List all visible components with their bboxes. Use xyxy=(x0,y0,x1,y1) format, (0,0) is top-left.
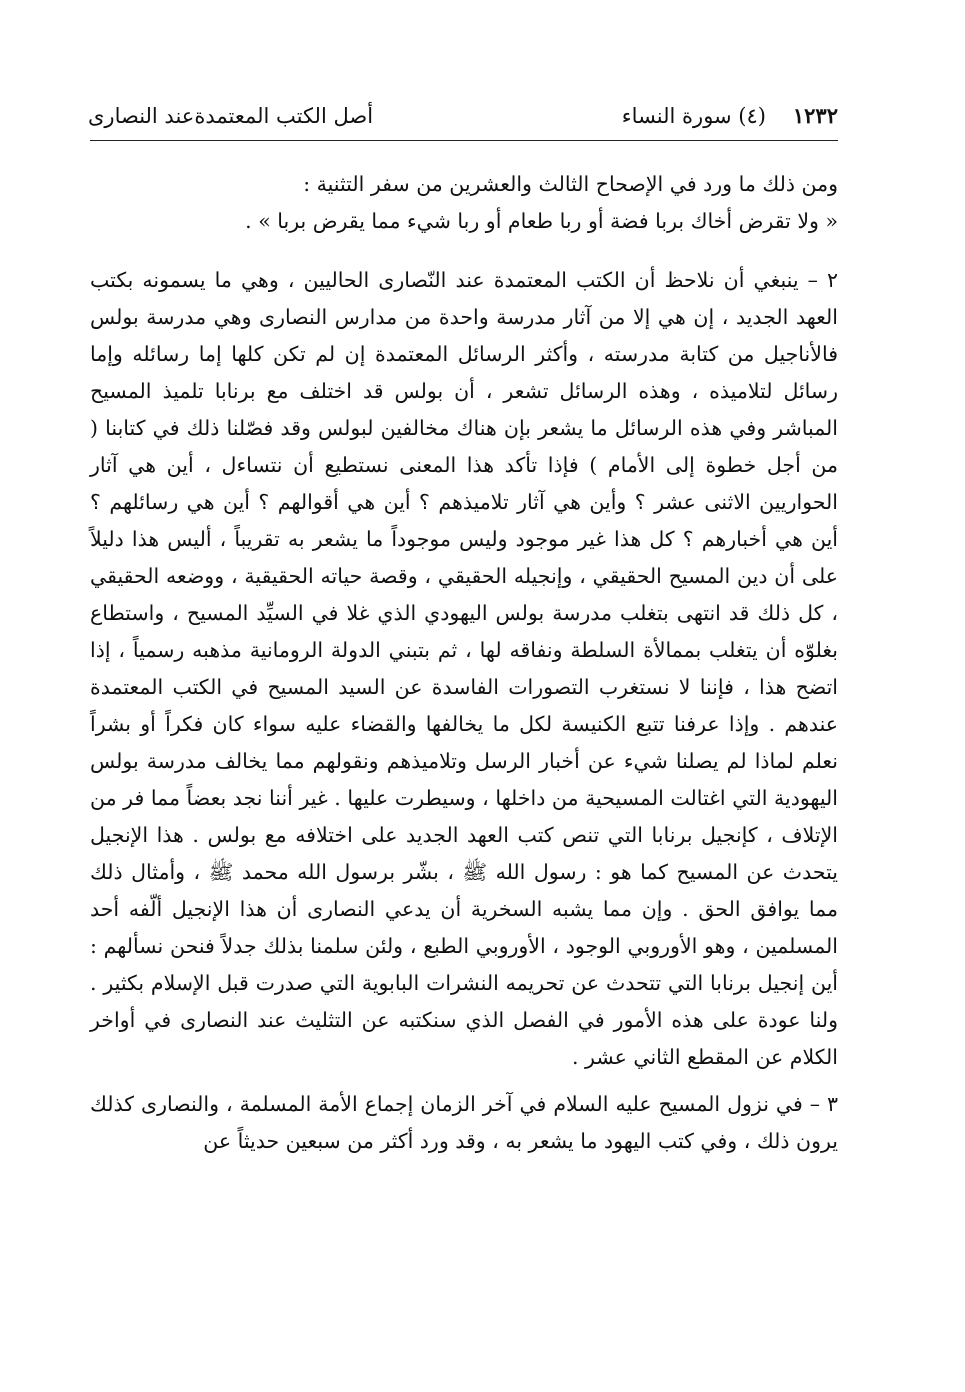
paragraph-point-2: ٢ – ينبغي أن نلاحظ أن الكتب المعتمدة عند النّصارى الحاليين ، وهي ما يسمونه بكتب العهد الجديد ، إن هي إلا من آثار مدرسة واحدة من مدارس النصارى وهي مدرسة بولس فالأناجيل من كتابة مدرسته ، وأكثر الرسائل المعتمدة إن لم تكن كلها إما رسائله وإما رسائل لتلاميذه ، وهذه الرسائل تشعر ، أن بولس قد اختلف مع برنابا تلميذ المسيح المباشر وفي هذه الرسائل ما يشعر بإن هناك مخالفين لبولس وقد فصّلنا ذلك في كتابنا ( من أجل خطوة إلى الأمام ) فإذا تأكد هذا المعنى نستطيع أن نتساءل ، أين هي آثار الحواريين الاثنى عشر ؟ وأين هي آثار تلاميذهم ؟ أين هي أقوالهم ؟ أين هي رسائلهم ؟ أين هي أخبارهم ؟ كل هذا غير موجود وليس موجوداً ما يشعر به تقريباً ، أليس هذا دليلاً على أن دين المسيح الحقيقي ، وإنجيله الحقيقي ، وقصة حياته الحقيقية ، ووضعه الحقيقي ، كل ذلك قد انتهى بتغلب مدرسة بولس اليهودي الذي غلا في السيِّد المسيح ، واستطاع بغلوّه أن يتغلب بممالأة السلطة ونفاقه لها ، ثم بتبني الدولة الرومانية مذهبه رسمياً ، إذا اتضح هذا ، فإننا لا نستغرب التصورات الفاسدة عن السيد المسيح في الكتب المعتمدة عندهم . وإذا عرفنا تتبع الكنيسة لكل ما يخالفها والقضاء عليه سواء كان فكراً أو بشراً نعلم لماذا لم يصلنا شيء عن أخبار الرسل وتلاميذهم ونقولهم مما يخالف مدرسة بولس اليهودية التي اغتالت المسيحية من داخلها ، وسيطرت عليها . غير أننا نجد بعضاً مما فر من الإتلاف ، كإنجيل برنابا التي تنص كتب العهد الجديد على اختلافه مع بولس . هذا الإنجيل يتحدث عن المسيح كما هو : رسول الله ﷺ ، بشّر برسول الله محمد ﷺ ، وأمثال ذلك مما يوافق الحق . وإن مما يشبه السخرية أن يدعي النصارى أن هذا الإنجيل ألّفه أحد المسلمين ، وهو الأوروبي الوجود ، الأوروبي الطبع ، ولئن سلمنا بذلك جدلاً فنحن نسألهم : أين إنجيل برنابا التي تتحدث عن تحريمه النشرات البابوية التي صدرت قبل الإسلام بكثير . ولنا عودة على هذه الأمور في الفصل الذي سنكتبه عن التثليث عند النصارى في أواخر الكلام عن المقطع الثاني عشر . xyxy=(90,268,838,1069)
paragraph-quote: « ولا تقرض أخاك بربا فضة أو ربا طعام أو ربا شيء مما يقرض بربا » . xyxy=(245,209,838,233)
body-text xyxy=(90,166,838,1160)
running-header xyxy=(88,96,838,136)
paragraph-intro: ومن ذلك ما ورد في الإصحاح الثالث والعشرين من سفر التثنية : xyxy=(303,172,838,196)
paragraph-point-3: ٣ – في نزول المسيح عليه السلام في آخر الزمان إجماع الأمة المسلمة ، والنصارى كذلك يرون ذلك ، وفي كتب اليهود ما يشعر به ، وقد ورد أكثر من سبعين حديثاً عن xyxy=(90,1092,838,1153)
book-section-title: أصل الكتب المعتمدةعند النصارى xyxy=(88,104,374,128)
chapter-title: (٤) سورة النساء xyxy=(621,104,766,128)
page-number: ١٢٣٢ xyxy=(792,103,838,128)
header-divider xyxy=(90,140,838,141)
